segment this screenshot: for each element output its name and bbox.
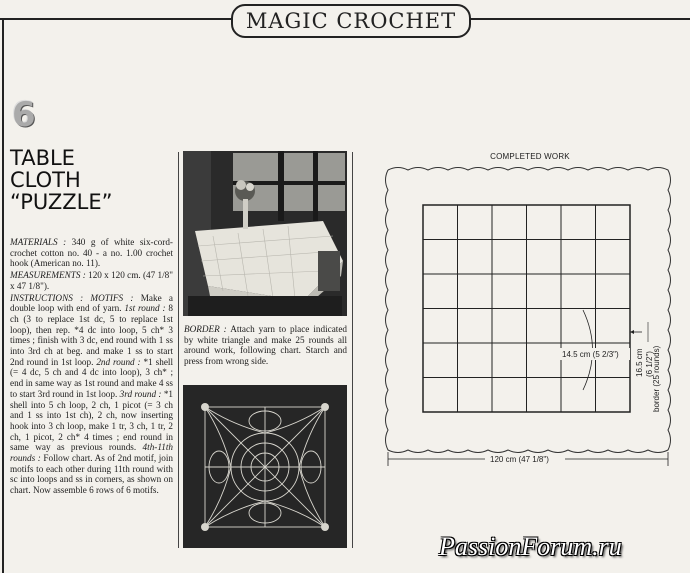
pattern-number: 6	[12, 95, 36, 135]
title-line: CLOTH	[10, 168, 81, 192]
border-size-in-label: (6 1/2")	[645, 351, 654, 377]
border-size-cm-label: 16.5 cm	[635, 348, 644, 377]
motif-photo	[183, 385, 347, 548]
title-line: “PUZZLE”	[10, 190, 113, 214]
column-rule	[178, 152, 179, 548]
completed-work-diagram	[380, 162, 686, 472]
measurements-paragraph: MEASUREMENTS : 120 x 120 cm. (47 1/8" x 47 1/8").	[10, 270, 173, 291]
materials-paragraph: MATERIALS : 340 g of white six-cord-crochet cotton no. 40 - a no. 1.00 crochet hook (American no. 11).	[10, 237, 173, 269]
top-rule-left	[0, 18, 232, 20]
column-rule-2	[352, 152, 353, 548]
watermark: PassionForum.ru	[439, 532, 622, 561]
magazine-title: MAGIC CROCHET	[245, 9, 457, 33]
motif-size-label: 14.5 cm (5 2/3")	[562, 350, 619, 359]
border-paragraph: BORDER : Attach yarn to place indicated by white triangle and make 25 rounds all around work, following chart. Starch and press from wrong side.	[184, 324, 348, 367]
top-rule-right	[467, 18, 690, 20]
title-line: TABLE	[10, 146, 75, 170]
pattern-title	[10, 147, 175, 213]
left-rule	[2, 18, 4, 573]
total-size-label: 120 cm (47 1/8")	[490, 455, 549, 464]
motifs-paragraph: INSTRUCTIONS : MOTIFS : Make a double loop with end of yarn. 1st round : 8 ch (3 to replace 1st dc, 5 to replace 1st loop), then rep. *4 dc into loop, 5 ch* 3 times ; finish with 3 dc, end round with 1 ss into 3rd ch at beg. and make 1 ss to start 2nd round in 1st loop. 2nd round : *1 shell (= 4 dc, 5 ch and 4 dc into loop), 3 ch* ; end in same way as 1st round and make 4 ss to start 3rd round in 1st loop. 3rd round : *1 shell into 5 ch loop, 2 ch, 1 picot (= 3 ch and 1 ss into 1st ch), 2 ch, now inserting hook into 3 ch loop, make 1 tr, 3 ch, 1 tr, 2 ch, 1 picot, 2 ch* 4 times ; end round in same way as previous rounds. 4th-11th rounds : Follow chart. As of 2nd motif, join motifs to each other during 11th round with sc into loops and ss in corners, as shown on chart. Now assemble 6 rows of 6 motifs.	[10, 292, 174, 496]
border-rounds-label: border (25 rounds)	[652, 345, 661, 412]
chart-title: COMPLETED WORK	[490, 152, 570, 161]
scalloped-border	[386, 168, 671, 453]
tablecloth-photo	[183, 151, 347, 316]
motif-grid	[423, 205, 630, 412]
instructions-column	[10, 237, 173, 497]
magazine-header	[231, 4, 471, 38]
